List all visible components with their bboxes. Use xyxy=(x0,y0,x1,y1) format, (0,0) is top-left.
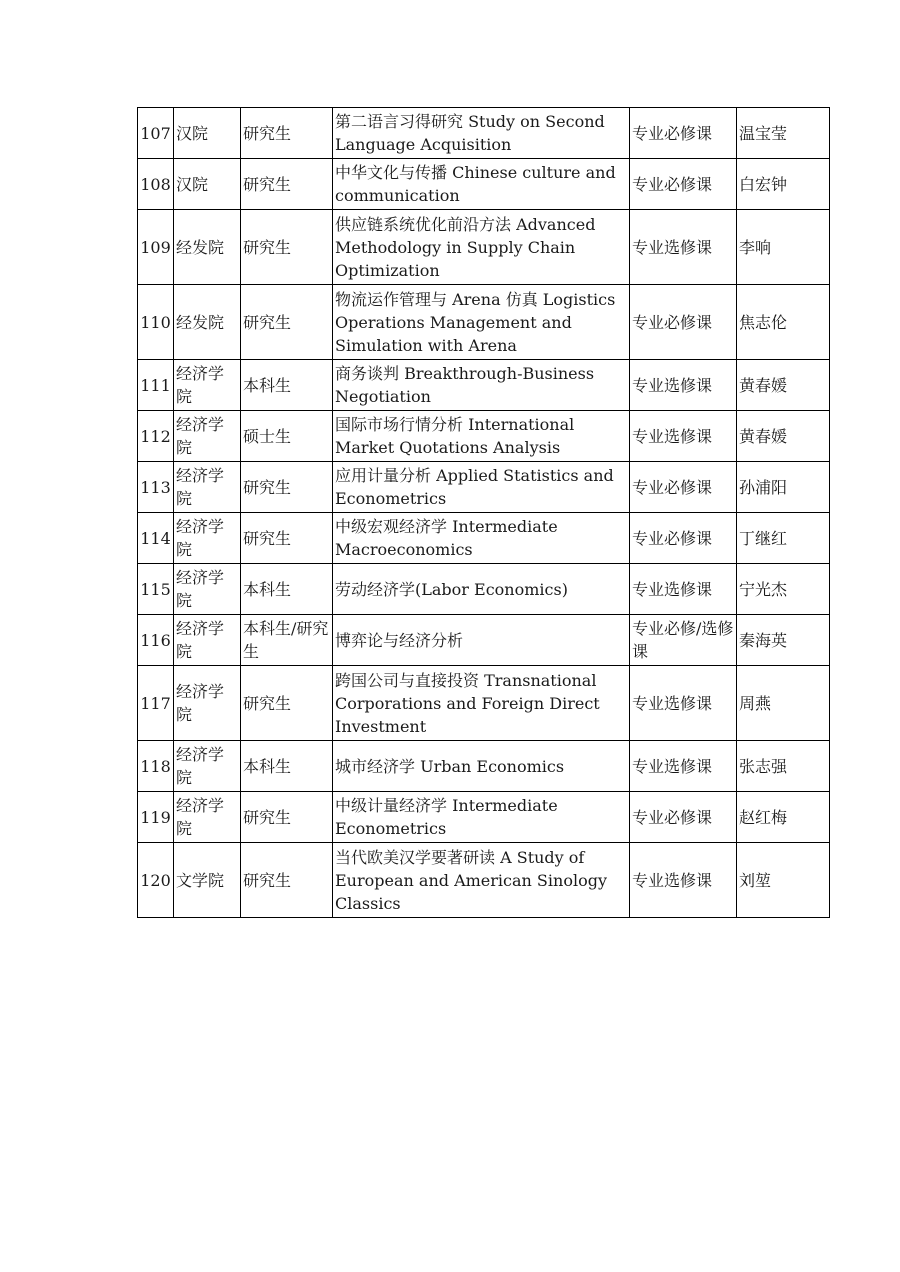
cell-department: 经济学院 xyxy=(174,564,241,615)
table-row xyxy=(138,792,830,843)
cell-department: 文学院 xyxy=(174,843,241,918)
cell-teacher: 刘堃 xyxy=(737,843,830,918)
cell-course-type: 专业必修课 xyxy=(630,108,737,159)
cell-course-type: 专业选修课 xyxy=(630,210,737,285)
cell-department: 经济学院 xyxy=(174,462,241,513)
cell-department: 经济学院 xyxy=(174,411,241,462)
cell-department: 经发院 xyxy=(174,210,241,285)
cell-row-number: 114 xyxy=(138,513,174,564)
cell-course-type: 专业必修课 xyxy=(630,159,737,210)
table-row xyxy=(138,108,830,159)
cell-row-number: 113 xyxy=(138,462,174,513)
table-row xyxy=(138,285,830,360)
cell-row-number: 117 xyxy=(138,666,174,741)
cell-department: 经发院 xyxy=(174,285,241,360)
cell-student-type: 硕士生 xyxy=(241,411,333,462)
cell-course-name: 物流运作管理与 Arena 仿真 Logistics Operations Management and Simulation with Arena xyxy=(333,285,630,360)
cell-department: 经济学院 xyxy=(174,741,241,792)
table-row xyxy=(138,210,830,285)
cell-teacher: 白宏钟 xyxy=(737,159,830,210)
cell-course-type: 专业选修课 xyxy=(630,411,737,462)
table-row xyxy=(138,360,830,411)
cell-student-type: 本科生 xyxy=(241,741,333,792)
table-row xyxy=(138,843,830,918)
table-row xyxy=(138,462,830,513)
cell-row-number: 109 xyxy=(138,210,174,285)
cell-teacher: 焦志伦 xyxy=(737,285,830,360)
cell-student-type: 研究生 xyxy=(241,462,333,513)
cell-course-name: 商务谈判 Breakthrough-Business Negotiation xyxy=(333,360,630,411)
cell-teacher: 孙浦阳 xyxy=(737,462,830,513)
cell-row-number: 112 xyxy=(138,411,174,462)
table-row xyxy=(138,411,830,462)
cell-teacher: 赵红梅 xyxy=(737,792,830,843)
cell-course-name: 博弈论与经济分析 xyxy=(333,615,630,666)
cell-student-type: 研究生 xyxy=(241,285,333,360)
cell-teacher: 黄春媛 xyxy=(737,411,830,462)
cell-course-type: 专业必修课 xyxy=(630,513,737,564)
cell-row-number: 118 xyxy=(138,741,174,792)
cell-teacher: 张志强 xyxy=(737,741,830,792)
course-table xyxy=(137,107,830,918)
cell-student-type: 研究生 xyxy=(241,159,333,210)
cell-course-type: 专业选修课 xyxy=(630,741,737,792)
cell-course-type: 专业选修课 xyxy=(630,843,737,918)
cell-course-name: 跨国公司与直接投资 Transnational Corporations and Foreign Direct Investment xyxy=(333,666,630,741)
cell-course-type: 专业必修课 xyxy=(630,462,737,513)
cell-course-name: 国际市场行情分析 International Market Quotations Analysis xyxy=(333,411,630,462)
cell-row-number: 119 xyxy=(138,792,174,843)
cell-row-number: 116 xyxy=(138,615,174,666)
table-row xyxy=(138,666,830,741)
cell-department: 经济学院 xyxy=(174,360,241,411)
cell-student-type: 本科生/研究生 xyxy=(241,615,333,666)
cell-course-name: 中级宏观经济学 Intermediate Macroeconomics xyxy=(333,513,630,564)
table-row xyxy=(138,159,830,210)
cell-course-name: 供应链系统优化前沿方法 Advanced Methodology in Supply Chain Optimization xyxy=(333,210,630,285)
cell-course-type: 专业必修/选修课 xyxy=(630,615,737,666)
cell-teacher: 周燕 xyxy=(737,666,830,741)
cell-teacher: 秦海英 xyxy=(737,615,830,666)
table-row xyxy=(138,513,830,564)
cell-department: 经济学院 xyxy=(174,615,241,666)
cell-student-type: 研究生 xyxy=(241,210,333,285)
cell-row-number: 111 xyxy=(138,360,174,411)
cell-row-number: 108 xyxy=(138,159,174,210)
cell-department: 汉院 xyxy=(174,108,241,159)
cell-department: 经济学院 xyxy=(174,666,241,741)
cell-course-name: 中级计量经济学 Intermediate Econometrics xyxy=(333,792,630,843)
cell-course-name: 应用计量分析 Applied Statistics and Econometrics xyxy=(333,462,630,513)
table-row xyxy=(138,615,830,666)
cell-row-number: 115 xyxy=(138,564,174,615)
cell-student-type: 本科生 xyxy=(241,564,333,615)
cell-course-type: 专业必修课 xyxy=(630,792,737,843)
cell-department: 经济学院 xyxy=(174,792,241,843)
cell-student-type: 研究生 xyxy=(241,666,333,741)
table-row xyxy=(138,564,830,615)
cell-course-name: 当代欧美汉学要著研读 A Study of European and American Sinology Classics xyxy=(333,843,630,918)
cell-student-type: 本科生 xyxy=(241,360,333,411)
cell-course-type: 专业选修课 xyxy=(630,666,737,741)
cell-student-type: 研究生 xyxy=(241,843,333,918)
cell-teacher: 宁光杰 xyxy=(737,564,830,615)
table-row xyxy=(138,741,830,792)
cell-department: 汉院 xyxy=(174,159,241,210)
cell-course-type: 专业选修课 xyxy=(630,360,737,411)
cell-course-name: 中华文化与传播 Chinese culture and communication xyxy=(333,159,630,210)
cell-row-number: 107 xyxy=(138,108,174,159)
cell-teacher: 丁继红 xyxy=(737,513,830,564)
cell-course-type: 专业选修课 xyxy=(630,564,737,615)
cell-course-name: 劳动经济学(Labor Economics) xyxy=(333,564,630,615)
cell-course-name: 第二语言习得研究 Study on Second Language Acquisition xyxy=(333,108,630,159)
cell-department: 经济学院 xyxy=(174,513,241,564)
cell-student-type: 研究生 xyxy=(241,108,333,159)
cell-student-type: 研究生 xyxy=(241,513,333,564)
cell-teacher: 李响 xyxy=(737,210,830,285)
cell-teacher: 温宝莹 xyxy=(737,108,830,159)
cell-student-type: 研究生 xyxy=(241,792,333,843)
cell-course-name: 城市经济学 Urban Economics xyxy=(333,741,630,792)
cell-row-number: 120 xyxy=(138,843,174,918)
cell-course-type: 专业必修课 xyxy=(630,285,737,360)
cell-row-number: 110 xyxy=(138,285,174,360)
cell-teacher: 黄春媛 xyxy=(737,360,830,411)
